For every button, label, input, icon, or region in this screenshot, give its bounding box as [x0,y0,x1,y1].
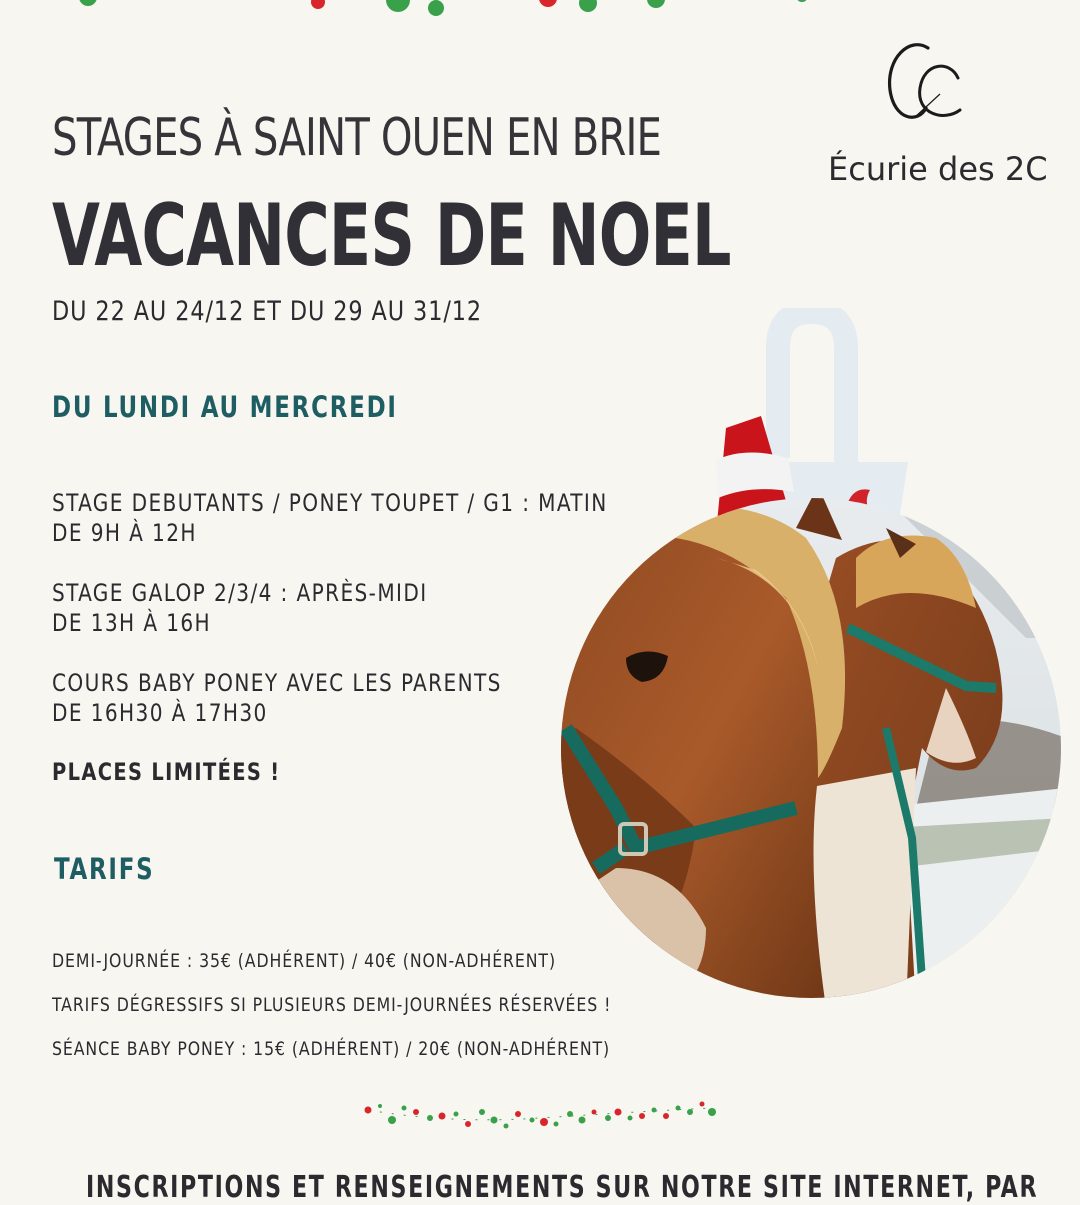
christmas-ornament-ponies-photo [556,308,1066,1008]
stage-hours: DE 13H À 16H [52,609,212,637]
schedule-heading: DU LUNDI AU MERCREDI [52,390,398,424]
stage-hours: DE 16H30 À 17H30 [52,699,268,727]
price-line-half-day: DEMI-JOURNÉE : 35€ (ADHÉRENT) / 40€ (NON-ADHÉRENT) [52,950,557,972]
stage-item-debutants [52,488,608,548]
stage-hours: DE 9H À 12H [52,519,197,547]
festive-dots-garland-icon [360,1098,720,1132]
logo-name: Écurie des 2C [828,150,1048,188]
stage-title: STAGE GALOP 2/3/4 : APRÈS-MIDI [52,579,428,607]
footer-text: INSCRIPTIONS ET RENSEIGNEMENTS SUR NOTRE SITE INTERNET, PAR [86,1170,1039,1205]
price-line-discount: TARIFS DÉGRESSIFS SI PLUSIEURS DEMI-JOURNÉES RÉSERVÉES ! [52,994,612,1016]
page-subtitle: STAGES À SAINT OUEN EN BRIE [52,108,662,168]
stage-item-galop [52,578,428,638]
garland-top-icon [0,0,1080,20]
price-line-baby-poney: SÉANCE BABY PONEY : 15€ (ADHÉRENT) / 20€ (NON-ADHÉRENT) [52,1038,611,1060]
page-title: VACANCES DE NOEL [52,186,731,286]
limited-places-notice: PLACES LIMITÉES ! [52,758,281,786]
stage-item-baby-poney [52,668,502,728]
2c-monogram-icon [884,38,966,128]
stage-title: STAGE DEBUTANTS / PONEY TOUPET / G1 : MATIN [52,489,608,517]
stage-title: COURS BABY PONEY AVEC LES PARENTS [52,669,502,697]
tarifs-heading: TARIFS [54,852,155,886]
dates-text: DU 22 AU 24/12 ET DU 29 AU 31/12 [52,296,483,327]
